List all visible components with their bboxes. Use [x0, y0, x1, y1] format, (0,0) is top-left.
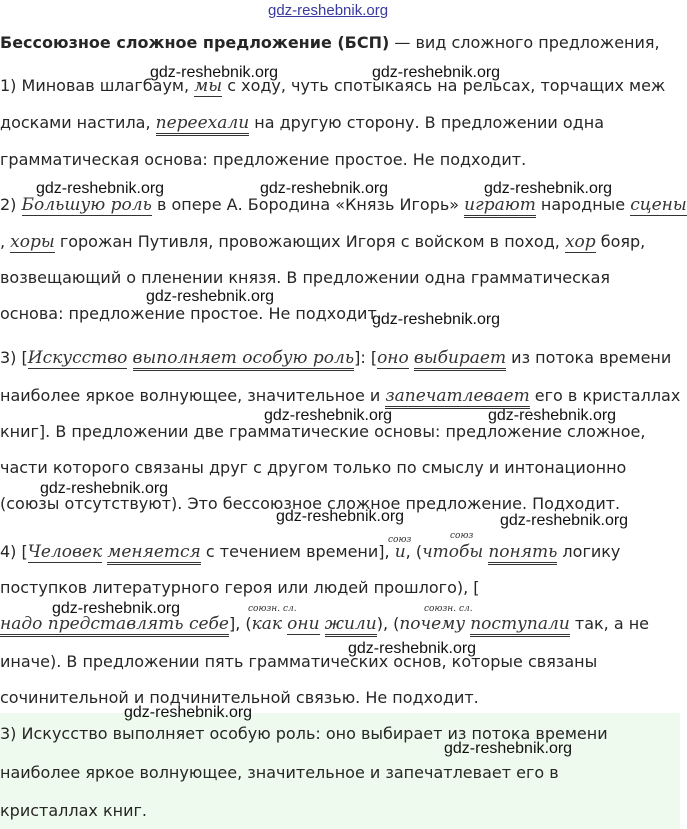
item3-line3: книг]. В предложении две грамматические основы: предложение сложное, [0, 422, 646, 441]
item2-line1: 2) Большую роль в опере А. Бородина «Князь Игорь» играют народные сцены [0, 195, 687, 215]
predicate: играют [464, 195, 536, 218]
item1-line2: досками настила, переехали на другую сторону. В предложении одна [0, 113, 604, 133]
watermark: gdz-reshebnik.org [372, 64, 501, 81]
subject: оно [377, 348, 409, 368]
answer-line1: 3) Искусство выполняет особую роль: оно выбирает из потока времени [0, 724, 608, 743]
predicate: надо представлять себе [0, 614, 229, 637]
watermark: gdz-reshebnik.org [36, 180, 165, 197]
watermark[interactable]: gdz-reshebnik.org [268, 2, 389, 19]
item4-line5: сочинительной и подчинительной связью. Не подходит. [0, 688, 479, 707]
subject: Большую роль [21, 195, 152, 215]
subject: они [287, 614, 320, 634]
predicate: запечатлевает [385, 386, 529, 409]
item1-line1: 1) Миновав шлагбаум, мы с ходу, чуть спотыкаясь на рельсах, торчащих меж [0, 76, 666, 96]
definition-term: Бессоюзное сложное предложение (БСП) [0, 33, 390, 52]
watermark: gdz-reshebnik.org [150, 64, 279, 81]
item4-line3: надо представлять себе], (как они жили), (почему поступали так, а не [0, 614, 649, 634]
answer-line2: наиболее яркое волнующее, значительное и запечатлевает его в [0, 763, 559, 782]
answer-line3: кристаллах книг. [0, 801, 147, 820]
subject: сцены [630, 195, 687, 215]
watermark: gdz-reshebnik.org [276, 508, 405, 525]
predicate: меняется [107, 542, 201, 565]
predicate: жили [325, 614, 377, 637]
subject: Искусство [27, 348, 128, 368]
item2-line4: основа: предложение простое. Не подходит. [0, 304, 382, 323]
item2-line2: , хоры горожан Путивля, провожающих Игоря с войском в поход, хор бояр, [0, 232, 646, 252]
watermark: gdz-reshebnik.org [52, 600, 181, 617]
item3-line5: (союзы отсутствуют). Это бессоюзное сложное предложение. Подходит. [0, 494, 621, 513]
subject: хор [564, 232, 596, 252]
conjunctive-word: почему [399, 614, 466, 634]
definition-line: Бессоюзное сложное предложение (БСП) — вид сложного предложения, [0, 33, 660, 52]
conjunctive-word: как [251, 614, 283, 634]
predicate: выбирает [414, 348, 506, 371]
watermark: gdz-reshebnik.org [484, 180, 613, 197]
watermark: gdz-reshebnik.org [488, 407, 617, 424]
watermark: gdz-reshebnik.org [444, 740, 573, 757]
predicate: понять [488, 542, 557, 565]
item3-line1: 3) [Искусство выполняет особую роль]: [оно выбирает из потока времени [0, 348, 671, 368]
subject: мы [194, 76, 223, 96]
predicate: переехали [156, 113, 250, 136]
conjunction-note: союз [388, 535, 412, 545]
watermark: gdz-reshebnik.org [372, 311, 501, 328]
item3-line2: наиболее яркое волнующее, значительное и запечатлевает его в кристаллах [0, 386, 680, 406]
watermark: gdz-reshebnik.org [264, 407, 393, 424]
conjunction: и [394, 542, 406, 562]
watermark: gdz-reshebnik.org [500, 512, 629, 529]
item4-line2: поступков литературного героя или людей прошлого), [ [0, 578, 480, 597]
item2-line3: возвещающий о пленении князя. В предложении одна грамматическая [0, 268, 611, 287]
watermark: gdz-reshebnik.org [260, 180, 389, 197]
subject: Человек [27, 542, 103, 562]
predicate: выполняет особую роль [133, 348, 355, 371]
conjunction: чтобы [422, 542, 484, 562]
watermark: gdz-reshebnik.org [40, 480, 169, 497]
subject: хоры [10, 232, 55, 252]
conjunctive-word-note: союзн. сл. [424, 604, 473, 614]
item3-line4: части которого связаны друг с другом только по смыслу и интонационно [0, 458, 627, 477]
item1-line3: грамматическая основа: предложение простое. Не подходит. [0, 150, 527, 169]
item4-line1: 4) [Человек меняется с течением времени], и, (чтобы понять логику [0, 542, 620, 562]
watermark: gdz-reshebnik.org [124, 704, 253, 721]
watermark: gdz-reshebnik.org [348, 640, 477, 657]
conjunction-note: союз [450, 531, 474, 541]
item4-line4: иначе). В предложении пять грамматических основ, которые связаны [0, 652, 598, 671]
predicate: поступали [470, 614, 570, 637]
watermark: gdz-reshebnik.org [146, 288, 275, 305]
conjunctive-word-note: союзн. сл. [248, 604, 297, 614]
